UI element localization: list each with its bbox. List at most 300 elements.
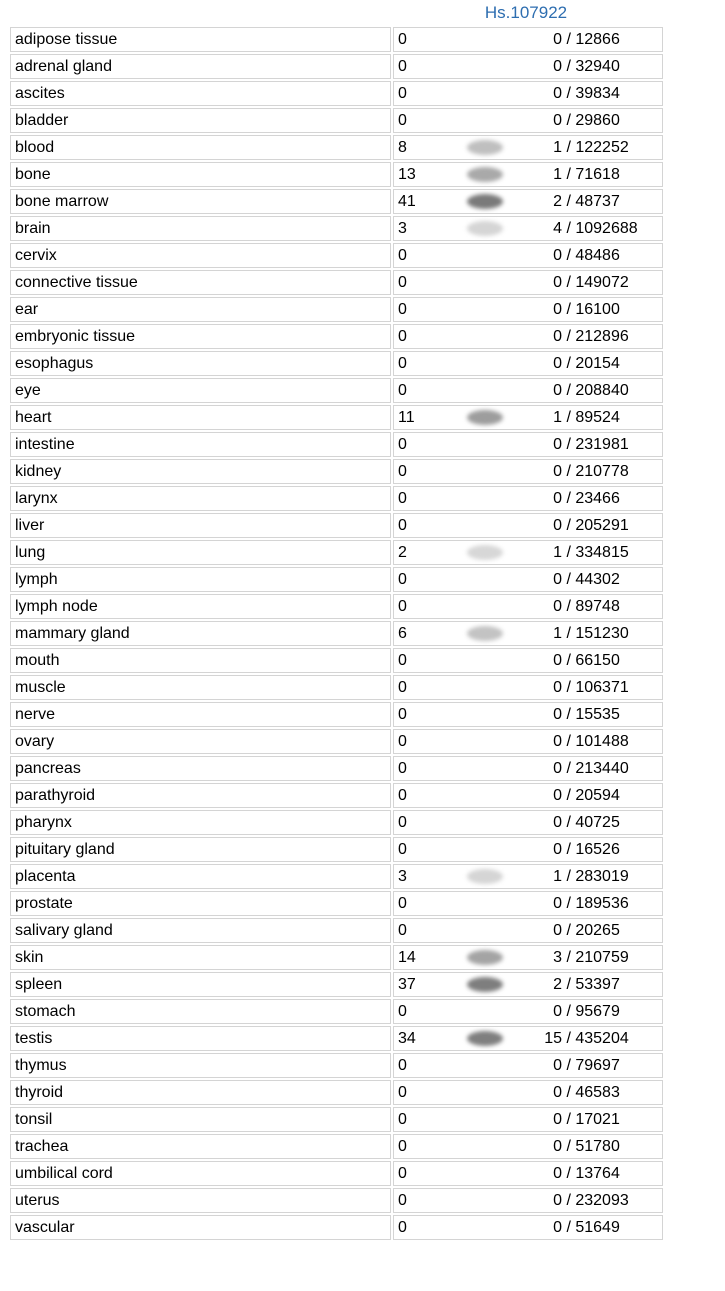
total-est-count: 151230 — [575, 625, 629, 642]
tpm-value: 0 — [398, 841, 407, 858]
gene-expression-cell — [398, 56, 658, 77]
gene-expression-cell — [398, 326, 658, 347]
tpm-value: 0 — [398, 1084, 407, 1101]
est-ratio — [528, 515, 658, 536]
tpm-value: 0 — [398, 436, 407, 453]
tissue-name: vascular — [10, 1215, 391, 1240]
ratio-separator: / — [562, 976, 576, 993]
table-row — [10, 1215, 663, 1240]
gene-expression-cell — [398, 839, 658, 860]
total-est-count: 15535 — [575, 706, 620, 723]
ratio-separator: / — [562, 1030, 576, 1047]
gene-expression-cell — [398, 947, 658, 968]
total-est-count: 29860 — [575, 112, 620, 129]
est-ratio — [528, 1217, 658, 1238]
gene-expression-cell — [398, 785, 658, 806]
tissue-name: salivary gland — [10, 918, 391, 943]
ratio-separator: / — [562, 490, 576, 507]
est-ratio — [528, 1055, 658, 1076]
gene-est-count: 0 — [553, 814, 562, 831]
gene-est-count: 0 — [553, 1138, 562, 1155]
gene-expression-cell — [398, 623, 658, 644]
tpm-value: 11 — [398, 409, 415, 426]
gene-est-count: 1 — [553, 868, 562, 885]
est-ratio — [528, 1136, 658, 1157]
total-est-count: 106371 — [575, 679, 629, 696]
ratio-separator: / — [562, 1057, 576, 1074]
ratio-separator: / — [562, 1192, 576, 1209]
gene-expression-cell — [398, 650, 658, 671]
table-row — [10, 378, 663, 403]
expression-spot-icon — [442, 950, 528, 965]
est-ratio — [528, 488, 658, 509]
est-ratio — [528, 542, 658, 563]
gene-expression-cell — [398, 434, 658, 455]
ratio-separator: / — [562, 1084, 576, 1101]
total-est-count: 46583 — [575, 1084, 620, 1101]
table-row — [10, 459, 663, 484]
ratio-separator: / — [562, 787, 576, 804]
gene-est-count: 0 — [553, 787, 562, 804]
tpm-value: 0 — [398, 652, 407, 669]
tissue-name: parathyroid — [10, 783, 391, 808]
table-row — [10, 135, 663, 160]
total-est-count: 212896 — [575, 328, 629, 345]
ratio-separator: / — [562, 895, 576, 912]
total-est-count: 51780 — [575, 1138, 620, 1155]
gene-expression-cell — [398, 866, 658, 887]
ratio-separator: / — [562, 463, 576, 480]
est-ratio — [528, 353, 658, 374]
gene-expression-cell — [398, 488, 658, 509]
tpm-value: 0 — [398, 1111, 407, 1128]
total-est-count: 213440 — [575, 760, 629, 777]
tissue-name: intestine — [10, 432, 391, 457]
ratio-separator: / — [562, 949, 576, 966]
gene-est-count: 0 — [553, 1111, 562, 1128]
tissue-name: bladder — [10, 108, 391, 133]
table-row — [10, 297, 663, 322]
table-row — [10, 1080, 663, 1105]
tpm-value: 0 — [398, 706, 407, 723]
total-est-count: 231981 — [575, 436, 629, 453]
tpm-value: 34 — [398, 1030, 416, 1047]
ratio-separator: / — [562, 58, 576, 75]
ratio-separator: / — [562, 112, 576, 129]
gene-est-count: 0 — [553, 922, 562, 939]
gene-expression-cell — [398, 83, 658, 104]
table-row — [10, 162, 663, 187]
tpm-value: 6 — [398, 625, 407, 642]
est-ratio — [528, 974, 658, 995]
est-ratio — [528, 596, 658, 617]
est-ratio — [528, 677, 658, 698]
tissue-name: liver — [10, 513, 391, 538]
tissue-name: muscle — [10, 675, 391, 700]
total-est-count: 53397 — [575, 976, 620, 993]
tissue-name: bone marrow — [10, 189, 391, 214]
ratio-separator: / — [562, 1219, 576, 1236]
tpm-value: 0 — [398, 1192, 407, 1209]
gene-est-count: 0 — [553, 652, 562, 669]
est-ratio — [528, 245, 658, 266]
ratio-separator: / — [562, 139, 576, 156]
gene-est-count: 0 — [553, 112, 562, 129]
table-row — [10, 216, 663, 241]
est-ratio — [528, 299, 658, 320]
table-row — [10, 324, 663, 349]
total-est-count: 283019 — [575, 868, 629, 885]
gene-expression-cell — [398, 893, 658, 914]
ratio-separator: / — [562, 436, 576, 453]
total-est-count: 210778 — [575, 463, 629, 480]
table-row — [10, 648, 663, 673]
est-ratio — [528, 1028, 658, 1049]
tissue-name: cervix — [10, 243, 391, 268]
total-est-count: 232093 — [575, 1192, 629, 1209]
tpm-value: 0 — [398, 814, 407, 831]
total-est-count: 79697 — [575, 1057, 620, 1074]
table-row — [10, 972, 663, 997]
table-row — [10, 891, 663, 916]
tpm-value: 0 — [398, 85, 407, 102]
ratio-separator: / — [562, 517, 576, 534]
table-row — [10, 864, 663, 889]
tpm-value: 0 — [398, 760, 407, 777]
total-est-count: 17021 — [575, 1111, 620, 1128]
gene-est-count: 0 — [553, 31, 562, 48]
gene-expression-cell — [398, 1136, 658, 1157]
total-est-count: 16100 — [575, 301, 620, 318]
gene-est-count: 0 — [553, 436, 562, 453]
total-est-count: 48737 — [575, 193, 620, 210]
ratio-separator: / — [562, 841, 576, 858]
total-est-count: 44302 — [575, 571, 620, 588]
gene-expression-cell — [398, 245, 658, 266]
tpm-value: 0 — [398, 1219, 407, 1236]
gene-est-count: 0 — [553, 355, 562, 372]
table-row — [10, 432, 663, 457]
total-est-count: 20265 — [575, 922, 620, 939]
est-ratio — [528, 758, 658, 779]
table-row — [10, 729, 663, 754]
tissue-name: pancreas — [10, 756, 391, 781]
ratio-separator: / — [562, 814, 576, 831]
tissue-name: uterus — [10, 1188, 391, 1213]
expression-spot-icon — [442, 977, 528, 992]
tissue-name: adipose tissue — [10, 27, 391, 52]
gene-expression-cell — [398, 137, 658, 158]
tpm-value: 0 — [398, 517, 407, 534]
tissue-name: eye — [10, 378, 391, 403]
tpm-value: 13 — [398, 166, 416, 183]
est-ratio — [528, 731, 658, 752]
total-est-count: 20154 — [575, 355, 620, 372]
tissue-name: adrenal gland — [10, 54, 391, 79]
gene-est-count: 0 — [553, 517, 562, 534]
tissue-name: esophagus — [10, 351, 391, 376]
tissue-name: skin — [10, 945, 391, 970]
tpm-value: 0 — [398, 571, 407, 588]
est-ratio — [528, 812, 658, 833]
gene-est-count: 0 — [553, 490, 562, 507]
expression-spot-icon — [442, 410, 528, 425]
tpm-value: 0 — [398, 733, 407, 750]
expression-spot-icon — [442, 545, 528, 560]
gene-est-count: 0 — [553, 760, 562, 777]
tissue-name: kidney — [10, 459, 391, 484]
gene-expression-cell — [398, 164, 658, 185]
tpm-value: 0 — [398, 895, 407, 912]
table-row — [10, 675, 663, 700]
tissue-name: bone — [10, 162, 391, 187]
tpm-value: 0 — [398, 274, 407, 291]
total-est-count: 149072 — [575, 274, 629, 291]
tpm-value: 0 — [398, 598, 407, 615]
total-est-count: 12866 — [575, 31, 620, 48]
total-est-count: 13764 — [575, 1165, 620, 1182]
tissue-name: ovary — [10, 729, 391, 754]
tissue-name: larynx — [10, 486, 391, 511]
gene-expression-cell — [398, 272, 658, 293]
table-row — [10, 1161, 663, 1186]
tissue-name: mouth — [10, 648, 391, 673]
tpm-value: 0 — [398, 463, 407, 480]
est-ratio — [528, 1001, 658, 1022]
total-est-count: 89524 — [575, 409, 620, 426]
table-row — [10, 837, 663, 862]
gene-est-count: 1 — [553, 409, 562, 426]
est-ratio — [528, 137, 658, 158]
est-ratio — [528, 164, 658, 185]
gene-expression-cell — [398, 110, 658, 131]
gene-est-count: 1 — [553, 166, 562, 183]
est-ratio — [528, 434, 658, 455]
tissue-name: embryonic tissue — [10, 324, 391, 349]
est-profile-table-body — [10, 27, 663, 1240]
gene-expression-cell — [398, 353, 658, 374]
gene-expression-cell — [398, 569, 658, 590]
ratio-separator: / — [562, 760, 576, 777]
tpm-value: 0 — [398, 31, 407, 48]
table-row — [10, 54, 663, 79]
est-ratio — [528, 110, 658, 131]
table-row — [10, 351, 663, 376]
table-row — [10, 756, 663, 781]
est-ratio — [528, 623, 658, 644]
est-ratio — [528, 29, 658, 50]
table-row — [10, 405, 663, 430]
tpm-value: 2 — [398, 544, 407, 561]
tissue-name: trachea — [10, 1134, 391, 1159]
total-est-count: 208840 — [575, 382, 629, 399]
gene-expression-cell — [398, 1001, 658, 1022]
tissue-name: thymus — [10, 1053, 391, 1078]
expression-spot-icon — [442, 167, 528, 182]
est-ratio — [528, 1190, 658, 1211]
gene-expression-cell — [398, 731, 658, 752]
gene-est-count: 0 — [553, 382, 562, 399]
est-ratio — [528, 650, 658, 671]
gene-expression-cell — [398, 677, 658, 698]
gene-est-count: 1 — [553, 139, 562, 156]
gene-expression-cell — [398, 596, 658, 617]
gene-est-count: 0 — [553, 841, 562, 858]
gene-est-count: 0 — [553, 1219, 562, 1236]
gene-expression-cell — [398, 29, 658, 50]
table-row — [10, 621, 663, 646]
tissue-name: ascites — [10, 81, 391, 106]
ratio-separator: / — [562, 301, 576, 318]
ratio-separator: / — [562, 274, 576, 291]
est-ratio — [528, 461, 658, 482]
gene-est-count: 0 — [553, 1003, 562, 1020]
tpm-value: 0 — [398, 58, 407, 75]
gene-est-count: 0 — [553, 85, 562, 102]
gene-expression-cell — [398, 812, 658, 833]
est-ratio — [528, 704, 658, 725]
tissue-name: spleen — [10, 972, 391, 997]
tpm-value: 0 — [398, 1138, 407, 1155]
ratio-separator: / — [562, 1003, 576, 1020]
table-row — [10, 810, 663, 835]
total-est-count: 48486 — [575, 247, 620, 264]
tpm-value: 0 — [398, 922, 407, 939]
gene-est-count: 2 — [553, 193, 562, 210]
tpm-value: 0 — [398, 328, 407, 345]
tpm-value: 8 — [398, 139, 407, 156]
gene-est-count: 0 — [553, 1084, 562, 1101]
table-row — [10, 918, 663, 943]
table-row — [10, 783, 663, 808]
ratio-separator: / — [562, 1111, 576, 1128]
gene-column-header — [393, 0, 659, 25]
table-row — [10, 1026, 663, 1051]
ratio-separator: / — [562, 868, 576, 885]
ratio-separator: / — [562, 598, 576, 615]
ratio-separator: / — [562, 355, 576, 372]
table-row — [10, 594, 663, 619]
gene-est-count: 0 — [553, 1057, 562, 1074]
gene-expression-cell — [398, 1055, 658, 1076]
ratio-separator: / — [562, 409, 576, 426]
table-row — [10, 108, 663, 133]
ratio-separator: / — [562, 1138, 576, 1155]
tpm-value: 0 — [398, 301, 407, 318]
table-row — [10, 486, 663, 511]
gene-est-count: 2 — [553, 976, 562, 993]
gene-expression-cell — [398, 1190, 658, 1211]
est-ratio — [528, 191, 658, 212]
gene-est-count: 0 — [553, 247, 562, 264]
tissue-name: pharynx — [10, 810, 391, 835]
tissue-name: lymph — [10, 567, 391, 592]
table-row — [10, 1134, 663, 1159]
expression-spot-icon — [442, 626, 528, 641]
tissue-name: thyroid — [10, 1080, 391, 1105]
tpm-value: 0 — [398, 679, 407, 696]
gene-est-count: 4 — [553, 220, 562, 237]
est-ratio — [528, 947, 658, 968]
gene-expression-cell — [398, 515, 658, 536]
est-ratio — [528, 83, 658, 104]
gene-expression-cell — [398, 218, 658, 239]
est-ratio — [528, 1163, 658, 1184]
ratio-separator: / — [562, 85, 576, 102]
tissue-name: placenta — [10, 864, 391, 889]
gene-expression-cell — [398, 1028, 658, 1049]
total-est-count: 1092688 — [575, 220, 638, 237]
total-est-count: 89748 — [575, 598, 620, 615]
est-ratio — [528, 785, 658, 806]
gene-est-count: 0 — [553, 706, 562, 723]
tpm-value: 37 — [398, 976, 416, 993]
gene-est-count: 0 — [553, 274, 562, 291]
est-ratio — [528, 326, 658, 347]
expression-spot-icon — [442, 1031, 528, 1046]
tissue-name: connective tissue — [10, 270, 391, 295]
table-row — [10, 945, 663, 970]
table-row — [10, 1188, 663, 1213]
expression-spot-icon — [442, 221, 528, 236]
total-est-count: 95679 — [575, 1003, 620, 1020]
total-est-count: 32940 — [575, 58, 620, 75]
est-ratio — [528, 920, 658, 941]
gene-est-count: 0 — [553, 58, 562, 75]
gene-expression-cell — [398, 191, 658, 212]
gene-expression-cell — [398, 1163, 658, 1184]
tpm-value: 0 — [398, 1165, 407, 1182]
gene-est-count: 0 — [553, 1165, 562, 1182]
table-row — [10, 189, 663, 214]
ratio-separator: / — [562, 625, 576, 642]
ratio-separator: / — [562, 733, 576, 750]
ratio-separator: / — [562, 247, 576, 264]
ratio-separator: / — [562, 652, 576, 669]
total-est-count: 210759 — [575, 949, 629, 966]
est-ratio — [528, 839, 658, 860]
tissue-name: mammary gland — [10, 621, 391, 646]
est-ratio — [528, 218, 658, 239]
tpm-value: 3 — [398, 868, 407, 885]
gene-expression-cell — [398, 380, 658, 401]
table-row — [10, 999, 663, 1024]
table-row — [10, 243, 663, 268]
tpm-value: 14 — [398, 949, 416, 966]
tissue-name: lung — [10, 540, 391, 565]
gene-est-count: 15 — [544, 1030, 562, 1047]
tissue-name: prostate — [10, 891, 391, 916]
est-ratio — [528, 407, 658, 428]
gene-est-count: 0 — [553, 328, 562, 345]
tpm-value: 0 — [398, 247, 407, 264]
total-est-count: 51649 — [575, 1219, 620, 1236]
total-est-count: 71618 — [575, 166, 620, 183]
expression-spot-icon — [442, 869, 528, 884]
ratio-separator: / — [562, 166, 576, 183]
tpm-value: 0 — [398, 1003, 407, 1020]
total-est-count: 122252 — [575, 139, 629, 156]
gene-id-link[interactable]: Hs.107922 — [484, 3, 568, 22]
ratio-separator: / — [562, 328, 576, 345]
total-est-count: 189536 — [575, 895, 629, 912]
tissue-name: nerve — [10, 702, 391, 727]
tpm-value: 0 — [398, 1057, 407, 1074]
total-est-count: 334815 — [575, 544, 629, 561]
ratio-separator: / — [562, 571, 576, 588]
gene-est-count: 0 — [553, 301, 562, 318]
gene-est-count: 0 — [553, 1192, 562, 1209]
